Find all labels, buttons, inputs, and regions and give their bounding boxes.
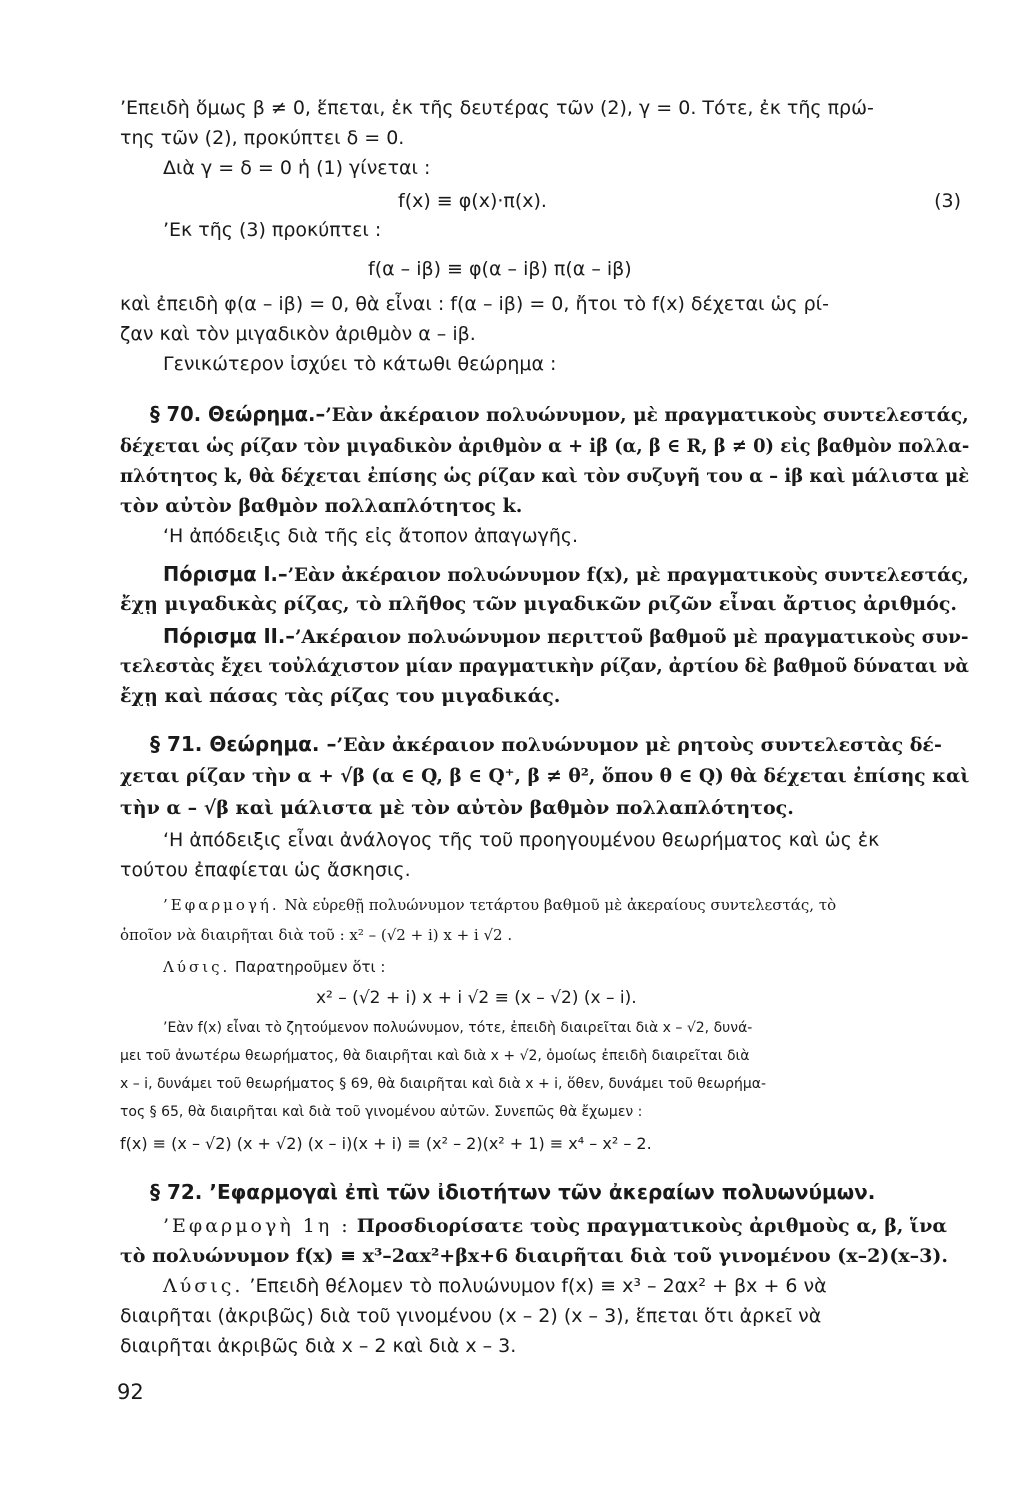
corollary-text: ’Ακέραιον πολυώνυμον περιττοῦ βαθμοῦ μὲ πραγματικοὺς συν- — [294, 626, 969, 648]
equation-number: (3) — [934, 190, 961, 212]
solution-text: ’Εὰν f(x) εἶναι τὸ ζητούμενον πολυώνυμον, τότε, ἐπειδὴ διαιρεῖται διὰ x – √2, δυνά- — [163, 1020, 753, 1036]
corollary-2 — [163, 624, 969, 649]
solution-text: μει τοῦ ἀνωτέρω θεωρήματος, θὰ διαιρῆται καὶ διὰ x + √2, ὁμοίως ἐπειδὴ διαιρεῖται διὰ — [120, 1048, 750, 1064]
solution-text: x – i, δυνάμει τοῦ θεωρήματος § 69, θὰ διαιρῆται καὶ διὰ x + i, ὅθεν, δυνάμει τοῦ θεωρήμα- — [120, 1076, 767, 1092]
solution-text: τος § 65, θὰ διαιρῆται καὶ διὰ τοῦ γινομένου αὐτῶν. Συνεπῶς θὰ ἔχωμεν : — [120, 1104, 643, 1120]
corollary-text: ’Εὰν ἀκέραιον πολυώνυμον f(x), μὲ πραγματικοὺς συντελεστάς, — [287, 564, 969, 586]
application-label: ’Εφαρμογὴ 1η : — [163, 1215, 351, 1237]
proof-text: ‘Η ἀπόδειξις διὰ τῆς εἰς ἄτοπον ἀπαγωγῆς. — [163, 525, 579, 547]
application-71 — [163, 895, 836, 915]
application-text: Προσδιορίσατε τοὺς πραγματικοὺς ἀριθμοὺς α, β, ἵνα — [356, 1215, 948, 1237]
equation-3: f(x) ≡ φ(x)·π(x). — [398, 190, 547, 212]
solution-label: Λύσις. — [163, 1275, 244, 1297]
text-line: καὶ ἐπειδὴ φ(α – iβ) = 0, θὰ εἶναι : f(α – iβ) = 0, ἤτοι τὸ f(x) δέχεται ὡς ρί- — [120, 293, 829, 315]
text-line: Γενικώτερον ἰσχύει τὸ κάτωθι θεώρημα : — [163, 353, 557, 375]
corollary-1 — [163, 562, 969, 587]
theorem-text: ’Εὰν ἀκέραιον πολυώνυμον, μὲ πραγματικοὺς συντελεστάς, — [325, 404, 969, 426]
theorem-text: χεται ρίζαν τὴν α + √β (α ∈ Q, β ∈ Q⁺, β ≠ θ², ὅπου θ ∈ Q) θὰ δέχεται ἐπίσης καὶ — [120, 765, 970, 787]
theorem-70 — [150, 402, 969, 427]
theorem-text: τὴν α – √β καὶ μάλιστα μὲ τὸν αὐτὸν βαθμὸν πολλαπλότητος. — [120, 797, 794, 819]
text-line: Διὰ γ = δ = 0 ἡ (1) γίνεται : — [163, 157, 431, 179]
theorem-text: τὸν αὐτὸν βαθμὸν πολλαπλότητος k. — [120, 495, 523, 517]
theorem-text: πλότητος k, θὰ δέχεται ἐπίσης ὡς ρίζαν καὶ τὸν συζυγῆ του α – iβ καὶ μάλιστα μὲ — [120, 465, 970, 487]
solution-text: Παρατηροῦμεν ὅτι : — [235, 958, 386, 976]
equation-5: x² – (√2 + i) x + i √2 ≡ (x – √2) (x – i). — [316, 988, 637, 1008]
text-line: ζαν καὶ τὸν μιγαδικὸν ἀριθμὸν α – iβ. — [120, 323, 476, 345]
theorem-text: ’Εὰν ἀκέραιον πολυώνυμον μὲ ρητοὺς συντελεστὰς δέ- — [336, 734, 942, 756]
theorem-71 — [150, 732, 942, 757]
solution-text: ’Επειδὴ θέλομεν τὸ πολυώνυμον f(x) ≡ x³ – 2αx² + βx + 6 νὰ — [249, 1275, 827, 1297]
theorem-text: δέχεται ὡς ρίζαν τὸν μιγαδικὸν ἀριθμὸν α + iβ (α, β ∈ R, β ≠ 0) εἰς βαθμὸν πολλα- — [120, 435, 970, 457]
proof-text: τούτου ἐπαφίεται ὡς ἄσκησις. — [120, 859, 411, 881]
corollary-text: ἔχῃ μιγαδικὰς ρίζας, τὸ πλῆθος τῶν μιγαδικῶν ριζῶν εἶναι ἄρτιος ἀριθμός. — [120, 593, 958, 615]
text-line: της τῶν (2), προκύπτει δ = 0. — [120, 127, 405, 149]
page-number: 92 — [117, 1380, 144, 1404]
solution-text: διαιρῆται (ἀκριβῶς) διὰ τοῦ γινομένου (x – 2) (x – 3), ἕπεται ὅτι ἀρκεῖ νὰ — [120, 1305, 822, 1327]
application-text: ὁποῖον νὰ διαιρῆται διὰ τοῦ : x² – (√2 + i) x + i √2 . — [120, 926, 513, 944]
application-text: τὸ πολυώνυμον f(x) ≡ x³–2αx²+βx+6 διαιρῆται διὰ τοῦ γινομένου (x–2)(x–3). — [120, 1245, 948, 1267]
text-line: ’Εκ τῆς (3) προκύπτει : — [163, 219, 382, 241]
corollary-text: τελεστὰς ἔχει τοὐλάχιστον μίαν πραγματικὴν ρίζαν, ἀρτίου δὲ βαθμοῦ δύναται νὰ — [120, 655, 969, 677]
equation-4: f(α – iβ) ≡ φ(α – iβ) π(α – iβ) — [368, 258, 632, 280]
section-heading: § 70. Θεώρημα.– — [150, 402, 326, 426]
application-text: Νὰ εὑρεθῇ πολυώνυμον τετάρτου βαθμοῦ μὲ ἀκεραίους συντελεστάς, τὸ — [284, 896, 837, 914]
section-72-heading: § 72. ’Εφαρμογαὶ ἐπὶ τῶν ἰδιοτήτων τῶν ἀκεραίων πολυωνύμων. — [150, 1180, 876, 1204]
solution-label: Λύσις. — [163, 958, 231, 976]
text-line: ’Επειδὴ ὅμως β ≠ 0, ἕπεται, ἐκ τῆς δευτέρας τῶν (2), γ = 0. Τότε, ἐκ τῆς πρώ- — [120, 97, 874, 119]
application-72 — [163, 1214, 947, 1238]
solution-line — [163, 957, 385, 977]
proof-text: ‘Η ἀπόδειξις εἶναι ἀνάλογος τῆς τοῦ προηγουμένου θεωρήματος καὶ ὡς ἐκ — [163, 829, 880, 851]
solution-line — [163, 1274, 827, 1298]
application-label: ’Εφαρμογή. — [163, 896, 280, 914]
equation-6: f(x) ≡ (x – √2) (x + √2) (x – i)(x + i) ≡ (x² – 2)(x² + 1) ≡ x⁴ – x² – 2. — [120, 1134, 652, 1153]
solution-text: διαιρῆται ἀκριβῶς διὰ x – 2 καὶ διὰ x – 3. — [120, 1335, 517, 1357]
corollary-text: ἔχῃ καὶ πάσας τὰς ρίζας του μιγαδικάς. — [120, 685, 561, 707]
section-heading: § 71. Θεώρημα. – — [150, 732, 337, 756]
corollary-heading: Πόρισμα II.– — [163, 624, 295, 648]
corollary-heading: Πόρισμα I.– — [163, 562, 288, 586]
